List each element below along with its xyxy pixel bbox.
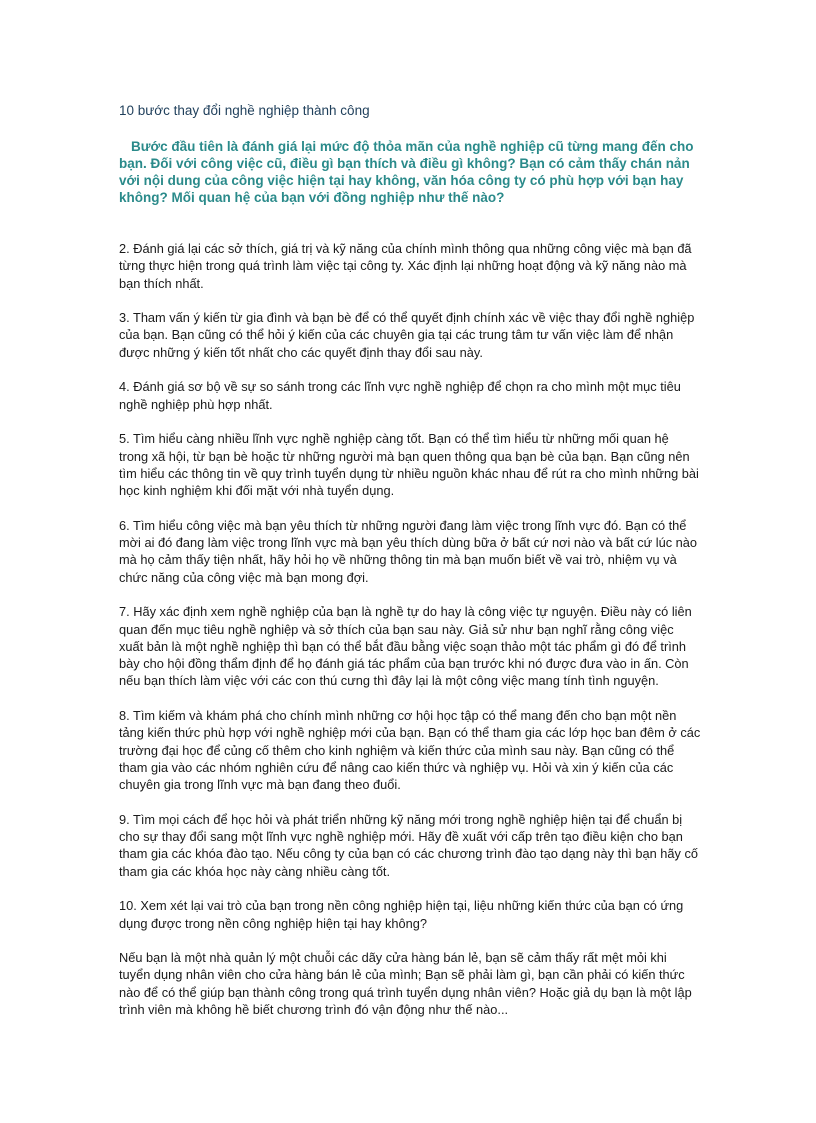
paragraph-2: 2. Đánh giá lại các sở thích, giá trị và kỹ năng của chính mình thông qua những công việc mà bạn đã từng thực hiện trong quá trình làm việc tại công ty. Xác định lại những hoạt động và kỹ năng nào mà bạn thích nhất.	[119, 241, 692, 291]
intro-paragraph: Bước đầu tiên là đánh giá lại mức độ thỏa mãn của nghề nghiệp cũ từng mang đến cho bạn. Đối với công việc cũ, điều gì bạn thích và điều gì không? Bạn có cảm thấy chán nản với nội dung của công việc hiện tại hay không, văn hóa công ty có phù hợp với bạn hay không? Mối quan hệ của bạn với đồng nghiệp như thế nào?	[119, 139, 694, 205]
paragraph-10: 10. Xem xét lại vai trò của bạn trong nền công nghiệp hiện tại, liệu những kiến thức của bạn có ứng dụng được trong nền công nghiệp hiện tại hay không?	[119, 898, 684, 931]
paragraph-closing: Nếu bạn là một nhà quản lý một chuỗi các dãy cửa hàng bán lẻ, bạn sẽ cảm thấy rất mệt mỏi khi tuyển dụng nhân viên cho cửa hàng bán lẻ của mình; Bạn sẽ phải làm gì, bạn cần phải có kiến thức nào để có thể giúp bạn thành công trong quá trình tuyển dụng nhân viên? Hoặc giả dụ bạn là một lập trình viên mà không hề biết chương trình đó vận động như thế nào...	[119, 950, 692, 1018]
paragraph-9: 9. Tìm mọi cách để học hỏi và phát triển những kỹ năng mới trong nghề nghiệp hiện tại để chuẩn bị cho sự thay đổi sang một lĩnh vực nghề nghiệp mới. Hãy đề xuất với cấp trên tạo điều kiện cho bạn tham gia các khóa đào tạo. Nếu công ty của bạn có các chương trình đào tạo dạng này thì bạn hãy cố tham gia các khóa học này càng nhiều càng tốt.	[119, 811, 698, 879]
paragraph-4: 4. Đánh giá sơ bộ về sự so sánh trong các lĩnh vực nghề nghiệp để chọn ra cho mình một mục tiêu nghề nghiệp phù hợp nhất.	[119, 379, 681, 412]
document-title: 10 bước thay đổi nghề nghiệp thành công	[119, 103, 370, 118]
paragraph-5: 5. Tìm hiểu càng nhiều lĩnh vực nghề nghiệp càng tốt. Bạn có thể tìm hiểu từ những mối quan hệ trong xã hội, từ bạn bè hoặc từ những người mà bạn quen thông qua bạn bè của bạn. Bạn cũng nên tìm hiểu các thông tin về quy trình tuyển dụng từ nhiều nguồn khác nhau để rút ra cho mình những bài học kinh nghiệm khi đối mặt với nhà tuyển dụng.	[119, 431, 699, 499]
paragraph-8: 8. Tìm kiếm và khám phá cho chính mình những cơ hội học tập có thể mang đến cho bạn một nền tảng kiến thức phù hợp với nghề nghiệp mới của bạn. Bạn có thể tham gia các lớp học ban đêm ở các trường đại học để củng cố thêm cho kinh nghiệm và kiến thức của mình sau này. Bạn cũng có thể tham gia vào các nhóm nghiên cứu để nâng cao kiến thức và nghiệp vụ. Hỏi và xin ý kiến của các chuyên gia trong lĩnh vực mà bạn đang theo đuổi.	[119, 708, 701, 793]
paragraph-3: 3. Tham vấn ý kiến từ gia đình và bạn bè để có thể quyết định chính xác về việc thay đổi nghề nghiệp của bạn. Bạn cũng có thể hỏi ý kiến của các chuyên gia tại các trung tâm tư vấn việc làm để nhận được những ý kiến tốt nhất cho các quyết định thay đổi sau này.	[119, 310, 695, 360]
paragraph-6: 6. Tìm hiểu công việc mà bạn yêu thích từ những người đang làm việc trong lĩnh vực đó. Bạn có thể mời ai đó đang làm việc trong lĩnh vực mà bạn yêu thích dùng bữa ở bất cứ nơi nào và bất cứ lúc nào mà họ cảm thấy tiện nhất, hãy hỏi họ về những thông tin mà bạn muốn biết về vai trò, nhiệm vụ và chức năng của công việc mà bạn mong đợi.	[119, 517, 698, 585]
document-body	[119, 240, 701, 1036]
paragraph-7: 7. Hãy xác định xem nghề nghiệp của bạn là nghề tự do hay là công việc tự nguyện. Điều này có liên quan đến mục tiêu nghề nghiệp và sở thích của bạn sau này. Giả sử như bạn nghĩ rằng công việc xuất bản là một nghề nghiệp thì bạn có thể bắt đầu bằng việc soạn thảo một tác phẩm gì đó để trình bày cho hội đồng thẩm định để họ đánh giá tác phẩm của bạn trước khi nó được đưa vào in ấn. Còn nếu bạn thích làm việc với các con thú cưng thì đây lại là một công việc mang tính tình nguyện.	[119, 604, 692, 689]
